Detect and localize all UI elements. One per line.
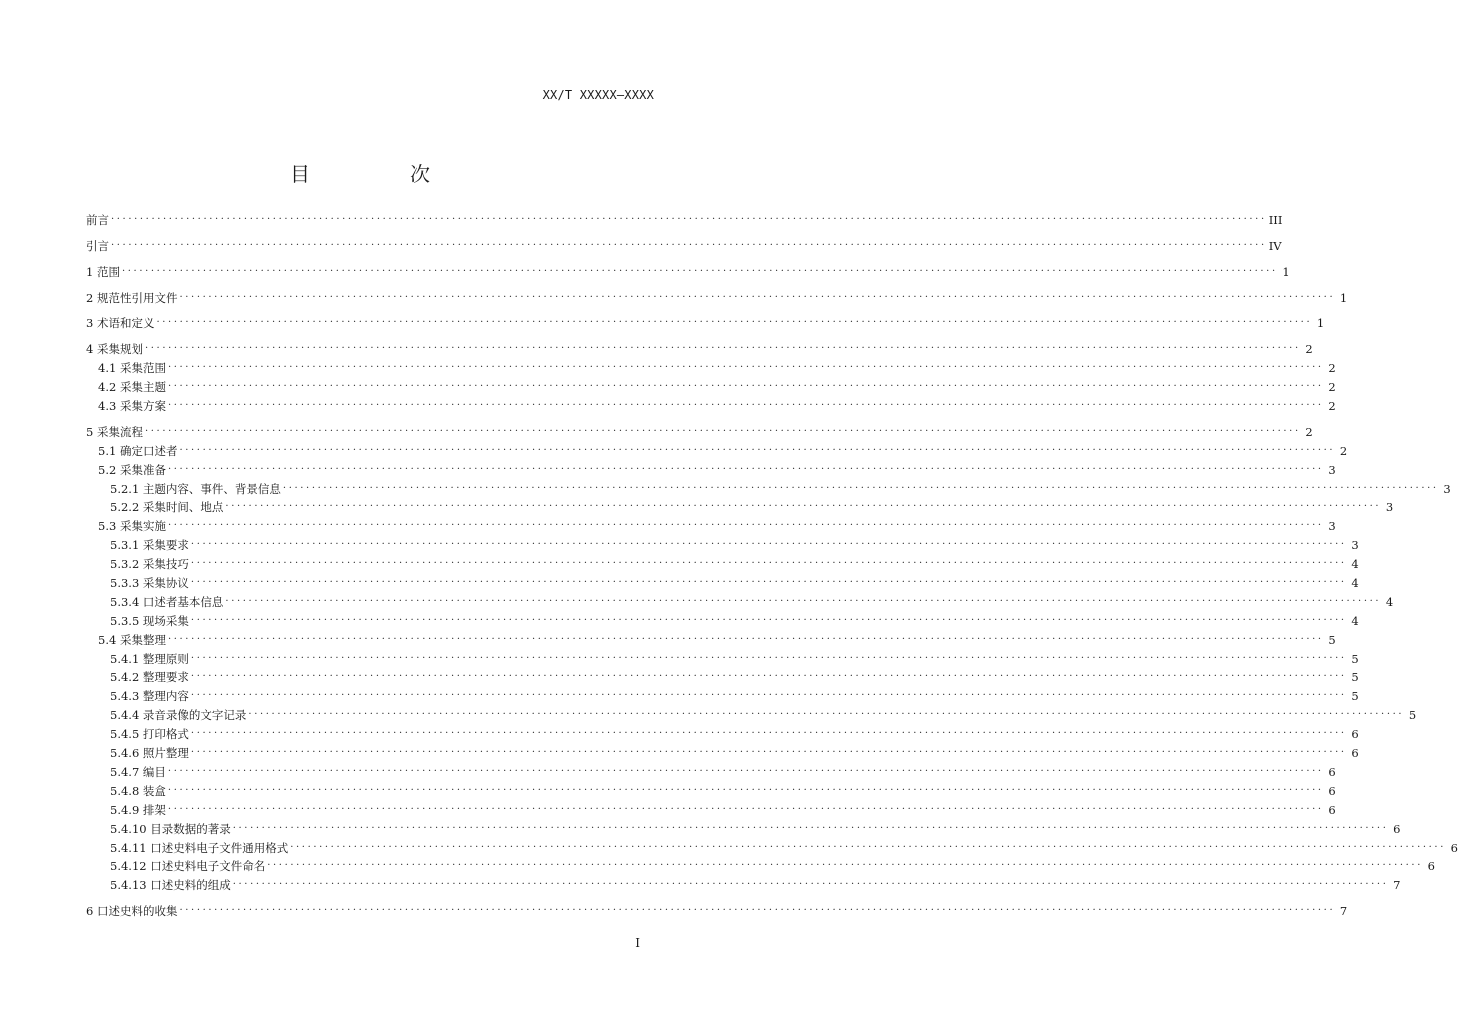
toc-entry[interactable]: [86, 817, 1401, 836]
toc-entry-label: 5.4.4 录音录像的文字记录: [110, 708, 247, 723]
toc-entry[interactable]: [86, 260, 1290, 279]
toc-entry[interactable]: [86, 760, 1336, 779]
toc-entry-label: 5.4.13 口述史料的组成: [110, 878, 231, 893]
toc-entry-page: 5: [1351, 689, 1359, 704]
toc-leader-dots: ········································································································································································································: [121, 265, 1278, 277]
toc-entry-label: 5.4.9 排架: [110, 802, 166, 817]
toc-entry-page: 1: [1282, 264, 1290, 279]
toc-entry-page: 2: [1305, 342, 1313, 357]
toc-entry-page: 2: [1305, 424, 1313, 439]
toc-entry-page: 6: [1393, 821, 1401, 836]
toc-entry-page: 2: [1339, 443, 1348, 458]
toc-leader-dots: ········································································································································································································: [144, 343, 1301, 355]
toc-leader-dots: ········································································································································································································: [167, 784, 1324, 796]
toc-entry-label: 5.4.3 整理内容: [110, 689, 189, 704]
toc-leader-dots: ········································································································································································································: [248, 709, 1405, 721]
toc-entry-label: 5.4.10 目录数据的著录: [110, 821, 231, 836]
toc-entry-label: 5.4 采集整理: [98, 632, 166, 647]
toc-leader-dots: ········································································································································································································: [179, 444, 1336, 456]
toc-entry-label: 引言: [86, 238, 109, 253]
toc-entry-page: 4: [1351, 613, 1359, 628]
toc-entry[interactable]: [86, 836, 1458, 855]
toc-entry[interactable]: [86, 208, 1283, 227]
toc-entry-page: 6: [1328, 802, 1336, 817]
toc-entry[interactable]: [86, 552, 1359, 572]
toc-entry-page: 7: [1393, 878, 1401, 893]
toc-entry-label: 3 术语和定义: [86, 316, 155, 331]
toc-leader-dots: ········································································································································································································: [167, 765, 1324, 777]
toc-entry-label: 4.2 采集主题: [98, 380, 166, 395]
toc-entry-label: 5.3.4 口述者基本信息: [110, 594, 224, 609]
toc-entry-page: 5: [1408, 708, 1417, 723]
toc-entry[interactable]: [86, 477, 1451, 496]
toc-entry-label: 2 规范性引用文件: [86, 290, 178, 305]
toc-entry[interactable]: [86, 356, 1336, 376]
toc-entry-label: 4.3 采集方案: [98, 399, 166, 414]
toc-entry[interactable]: [86, 420, 1313, 439]
toc-entry-page: 3: [1385, 500, 1394, 515]
page-title: 目 次: [290, 162, 470, 186]
toc-leader-dots: ········································································································································································································: [156, 317, 1313, 329]
toc-entry[interactable]: [86, 899, 1348, 919]
toc-leader-dots: ········································································································································································································: [179, 291, 1336, 303]
toc-entry-label: 5.2.2 采集时间、地点: [110, 500, 224, 515]
toc-leader-dots: ········································································································································································································: [179, 905, 1336, 917]
toc-entry[interactable]: [86, 741, 1359, 761]
toc-entry-page: IV: [1268, 238, 1282, 253]
toc-entry-label: 5.4.7 编目: [110, 764, 166, 779]
toc-entry[interactable]: [86, 375, 1336, 395]
toc-entry[interactable]: [86, 798, 1336, 817]
toc-leader-dots: ········································································································································································································: [267, 860, 1423, 872]
toc-leader-dots: ········································································································································································································: [111, 239, 1267, 251]
toc-entry-label: 5.2 采集准备: [98, 462, 166, 477]
toc-entry-page: 1: [1316, 316, 1325, 331]
toc-entry-label: 5.4.2 整理要求: [110, 670, 189, 685]
toc-leader-dots: ········································································································································································································: [167, 362, 1324, 374]
toc-entry-label: 5 采集流程: [86, 424, 143, 439]
toc-entry[interactable]: [86, 628, 1336, 647]
toc-entry-page: 3: [1328, 519, 1336, 534]
toc-entry[interactable]: [86, 533, 1359, 553]
toc-entry-label: 5.4.5 打印格式: [110, 727, 189, 742]
standard-code: XX/T XXXXX—XXXX: [542, 88, 654, 102]
toc-entry-label: 5.4.1 整理原则: [110, 651, 189, 666]
toc-entry[interactable]: [86, 722, 1359, 742]
toc-leader-dots: ········································································································································································································: [225, 501, 1382, 513]
toc-entry[interactable]: [86, 458, 1336, 477]
toc-entry-page: 7: [1339, 904, 1348, 919]
toc-leader-dots: ········································································································································································································: [290, 841, 1446, 853]
toc-entry-label: 1 范围: [86, 264, 120, 279]
toc-entry[interactable]: [86, 684, 1359, 704]
toc-entry-page: 5: [1328, 632, 1336, 647]
toc-entry-page: 3: [1351, 538, 1359, 553]
toc-entry[interactable]: [86, 571, 1359, 591]
toc-leader-dots: ········································································································································································································: [190, 539, 1347, 551]
toc-entry[interactable]: [86, 647, 1359, 666]
toc-entry-page: 4: [1351, 557, 1359, 572]
toc-entry[interactable]: [86, 873, 1401, 893]
table-of-contents: [86, 208, 1458, 919]
toc-entry-page: 6: [1351, 727, 1359, 742]
toc-entry-label: 5.2.1 主题内容、事件、背景信息: [110, 481, 281, 496]
toc-leader-dots: ········································································································································································································: [167, 463, 1324, 475]
toc-leader-dots: ········································································································································································································: [111, 213, 1267, 225]
toc-entry[interactable]: [86, 590, 1394, 609]
toc-entry[interactable]: [86, 312, 1325, 331]
toc-entry-page: 6: [1427, 859, 1435, 874]
toc-leader-dots: ········································································································································································································: [167, 381, 1324, 393]
toc-entry[interactable]: [86, 496, 1394, 515]
toc-entry-label: 5.3.3 采集协议: [110, 576, 189, 591]
toc-leader-dots: ········································································································································································································: [190, 671, 1347, 683]
toc-leader-dots: ········································································································································································································: [190, 690, 1347, 702]
toc-entry[interactable]: [86, 779, 1336, 798]
toc-entry-page: 1: [1339, 290, 1348, 305]
toc-entry[interactable]: [86, 234, 1282, 253]
toc-entry[interactable]: [86, 286, 1348, 305]
toc-entry-page: 6: [1328, 764, 1336, 779]
toc-leader-dots: ········································································································································································································: [167, 803, 1324, 815]
toc-entry-page: 5: [1351, 670, 1359, 685]
toc-entry[interactable]: [86, 666, 1359, 685]
toc-entry-label: 5.3 采集实施: [98, 519, 166, 534]
toc-entry[interactable]: [86, 703, 1417, 723]
toc-leader-dots: ········································································································································································································: [190, 652, 1347, 664]
toc-entry-page: 5: [1351, 651, 1359, 666]
toc-entry-page: 6: [1328, 783, 1336, 798]
toc-entry[interactable]: [86, 439, 1348, 458]
toc-entry-label: 6 口述史料的收集: [86, 904, 178, 919]
toc-entry[interactable]: [86, 609, 1359, 628]
toc-leader-dots: ········································································································································································································: [144, 425, 1301, 437]
toc-leader-dots: ········································································································································································································: [225, 595, 1382, 607]
toc-entry-page: 6: [1351, 746, 1359, 761]
toc-entry[interactable]: [86, 514, 1336, 534]
toc-entry-label: 5.4.8 装盒: [110, 783, 166, 798]
toc-entry-page: 2: [1328, 399, 1336, 414]
toc-entry-page: 2: [1328, 380, 1336, 395]
toc-leader-dots: ········································································································································································································: [232, 879, 1389, 891]
toc-entry-page: 3: [1443, 481, 1451, 496]
toc-entry-label: 5.3.1 采集要求: [110, 538, 189, 553]
toc-entry-page: 4: [1385, 594, 1394, 609]
toc-leader-dots: ········································································································································································································: [190, 577, 1347, 589]
page-number: I: [635, 936, 640, 950]
toc-leader-dots: ········································································································································································································: [167, 520, 1324, 532]
toc-entry-page: III: [1268, 212, 1283, 227]
toc-entry-label: 4 采集规划: [86, 342, 143, 357]
toc-entry-label: 5.1 确定口述者: [98, 443, 178, 458]
toc-leader-dots: ········································································································································································································: [190, 614, 1347, 626]
toc-leader-dots: ········································································································································································································: [167, 400, 1324, 412]
toc-leader-dots: ········································································································································································································: [167, 633, 1324, 645]
toc-leader-dots: ········································································································································································································: [190, 747, 1347, 759]
toc-entry-page: 4: [1351, 576, 1359, 591]
toc-entry-label: 前言: [86, 212, 109, 227]
toc-leader-dots: ········································································································································································································: [232, 822, 1389, 834]
toc-entry[interactable]: [86, 337, 1313, 357]
toc-entry-label: 5.3.2 采集技巧: [110, 557, 189, 572]
toc-entry-label: 4.1 采集范围: [98, 361, 166, 376]
toc-leader-dots: ········································································································································································································: [282, 482, 1439, 494]
toc-entry-page: 2: [1328, 361, 1336, 376]
toc-entry-page: 3: [1328, 462, 1336, 477]
toc-entry-label: 5.4.12 口述史料电子文件命名: [110, 859, 266, 874]
toc-entry-page: 6: [1450, 840, 1458, 855]
toc-entry-label: 5.4.6 照片整理: [110, 746, 189, 761]
toc-leader-dots: ········································································································································································································: [190, 558, 1347, 570]
toc-entry-label: 5.3.5 现场采集: [110, 613, 189, 628]
toc-entry[interactable]: [86, 855, 1435, 874]
toc-leader-dots: ········································································································································································································: [190, 728, 1347, 740]
toc-entry-label: 5.4.11 口述史料电子文件通用格式: [110, 840, 289, 855]
toc-entry[interactable]: [86, 394, 1336, 414]
